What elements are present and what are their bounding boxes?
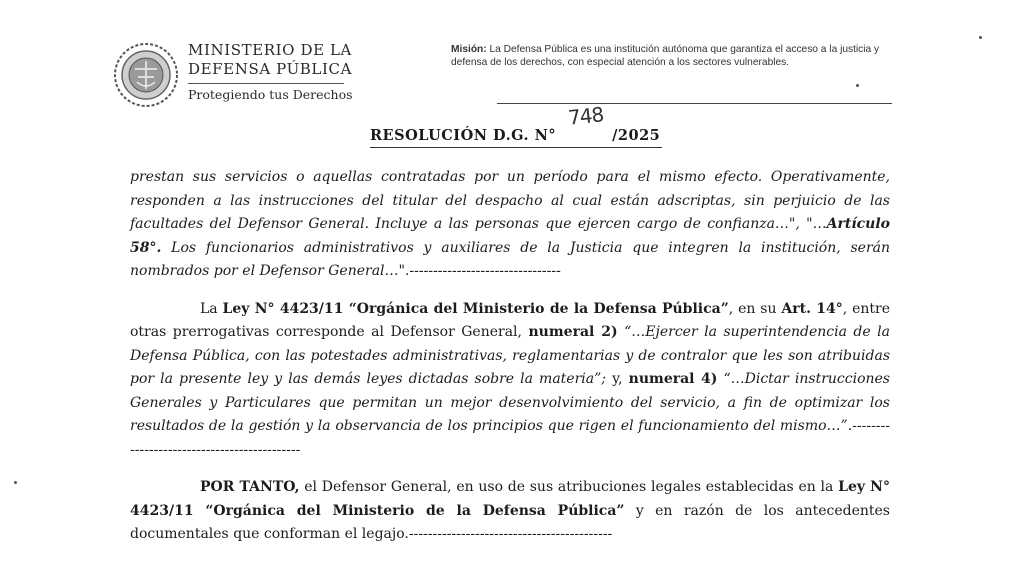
org-name-line2: DEFENSA PÚBLICA <box>188 60 353 78</box>
title-underline <box>370 147 662 148</box>
p2-numeral-2: numeral 2) <box>528 324 618 340</box>
organization-name <box>188 41 353 104</box>
p1-article: Artículo 58°. <box>130 216 890 256</box>
p3-law: Ley N° 4423/11 “Orgánica del Ministerio de la Defensa Pública” <box>130 479 890 519</box>
title-suffix: /2025 <box>612 127 661 144</box>
org-motto: Protegiendo tus Derechos <box>188 87 353 102</box>
mission-statement <box>451 43 891 69</box>
p2-text-b: , en su <box>728 300 782 317</box>
p2-text-e: y, <box>605 371 629 387</box>
resolution-title <box>370 127 660 144</box>
p1-text: prestan sus servicios o aquellas contratadas por un período para el mismo efecto. Operativamente, responden a las instrucciones del titular del despacho al cual están adscriptas, sin perjuicio de las facultades del Defensor General. Incluye a las personas que ejercen cargo de confianza…", "… <box>130 169 890 232</box>
handwritten-resolution-number: 748 <box>566 102 605 130</box>
mission-divider <box>497 103 892 104</box>
p2-article: Art. 14° <box>781 300 843 317</box>
paragraph-1 <box>130 166 890 284</box>
scan-speck <box>856 84 859 87</box>
p3-dashes: ------------------------------------------- <box>408 526 613 542</box>
p2-law: Ley N° 4423/11 “Orgánica del Ministerio de la Defensa Pública” <box>222 300 729 317</box>
mission-label: Misión: <box>451 44 487 55</box>
p1-dashes: -------------------------------- <box>409 263 561 279</box>
p2-text-c: , entre otras prerrogativas corresponde al Defensor General, <box>130 300 890 340</box>
p2-quote-1: “…Ejercer la superintendencia de la Defensa Pública, con las potestades administrativas, reglamentarias y de contralor que les son atribuidas por la presente ley y las demás leyes dictadas sobre la materia”; <box>130 324 890 387</box>
p3-por-tanto: POR TANTO, <box>200 479 300 495</box>
p2-quote-2: “…Dictar instrucciones Generales y Particulares que permitan un mejor desenvolvimiento del servicio, a fin de optimizar los resultados de la gestión y la observancia de los principios que rigen el funcionamiento del mismo…”. <box>130 371 890 434</box>
p2-dashes: -------------------------------------------- <box>130 418 890 458</box>
scan-speck <box>14 481 17 484</box>
p1-text-end: Los funcionarios administrativos y auxiliares de la Justicia que integren la institución, serán nombrados por el Defensor General…". <box>130 239 890 279</box>
mission-text: La Defensa Pública es una institución autónoma que garantiza el acceso a la justicia y defensa de los derechos, con especial atención a los sectores vulnerables. <box>451 44 880 68</box>
ministry-seal-icon <box>113 42 179 108</box>
p3-text-b: y en razón de los antecedentes documentales que conforman el legajo. <box>130 502 890 542</box>
paragraph-3 <box>130 476 890 547</box>
p2-text-a: La <box>200 300 223 317</box>
p3-text-a: el Defensor General, en uso de sus atribuciones legales establecidas en la <box>299 479 839 495</box>
scan-speck <box>979 36 982 39</box>
title-prefix: RESOLUCIÓN D.G. N° <box>370 127 557 144</box>
p2-numeral-4: numeral 4) <box>628 371 718 387</box>
paragraph-2 <box>130 298 890 463</box>
document-body <box>130 166 890 547</box>
org-name-line1: MINISTERIO DE LA <box>188 41 352 59</box>
org-divider <box>188 83 344 84</box>
